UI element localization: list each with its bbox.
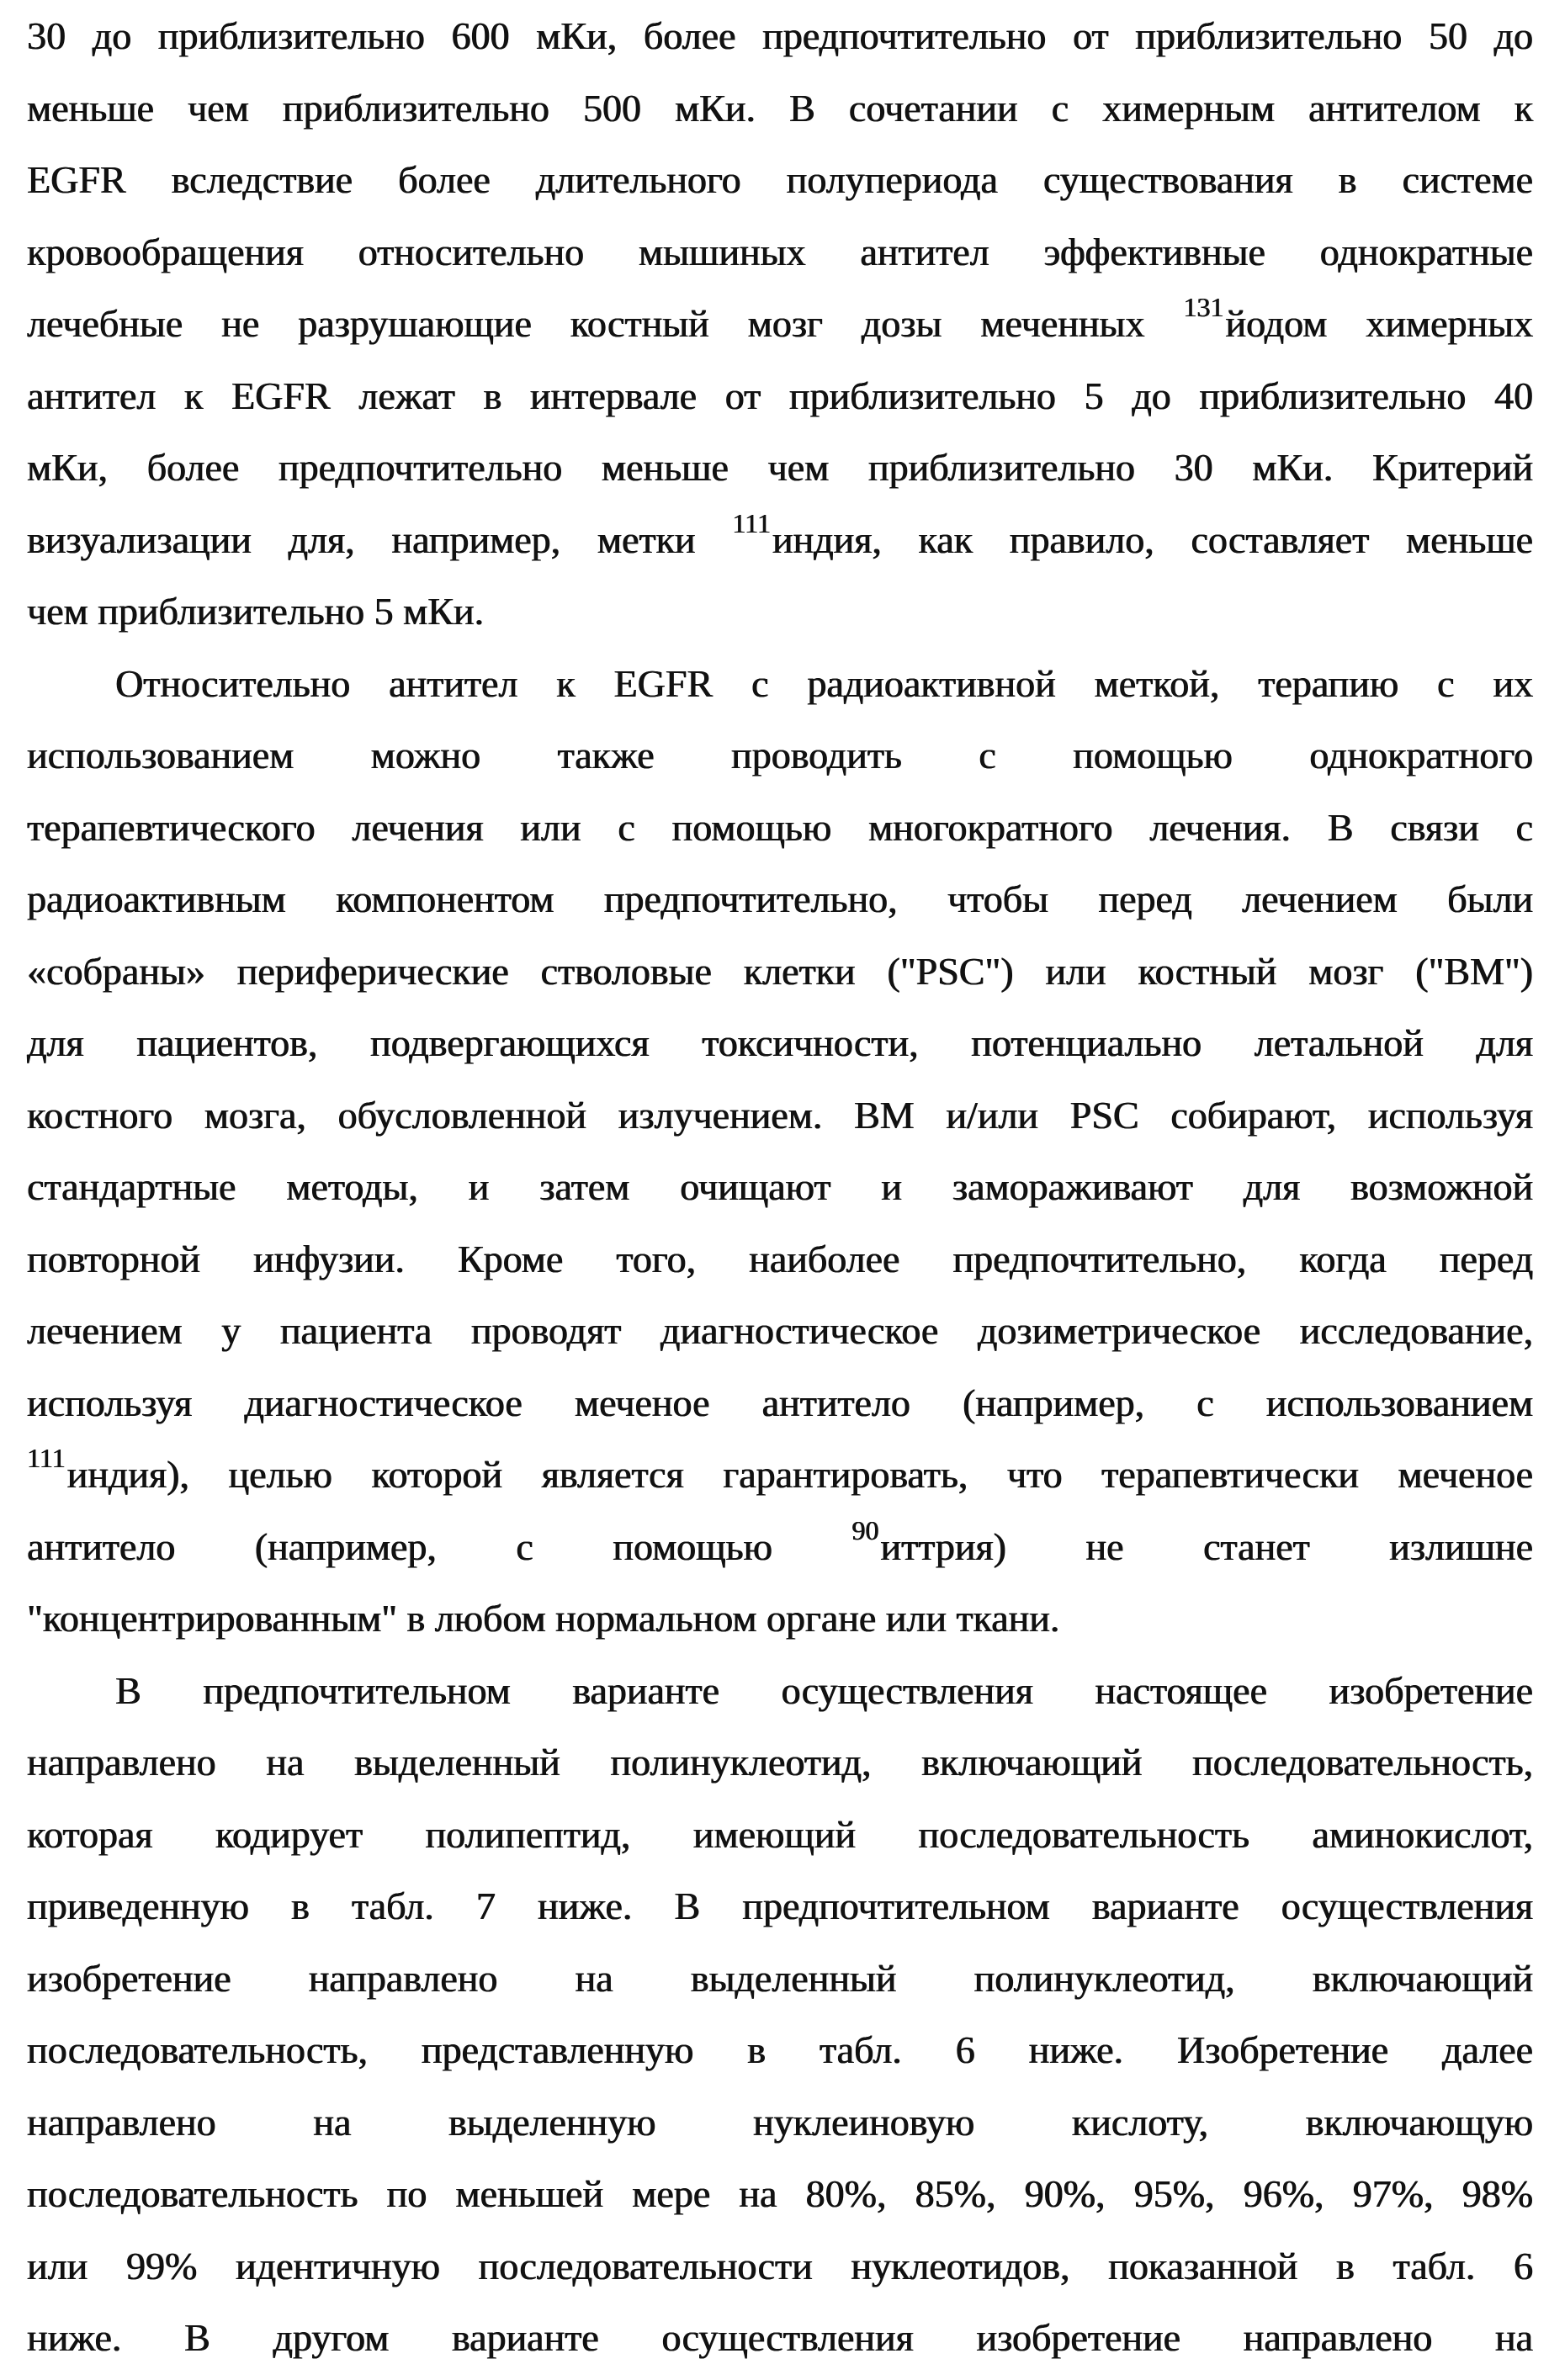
text-segment: антител к EGFR лежат в интервале от приблизительно 5 до приблизительно 40	[27, 374, 1533, 417]
text-line	[27, 792, 1533, 864]
text-line	[27, 1870, 1533, 1943]
text-segment: направлено на выделенный полинуклеотид, включающий последовательность,	[27, 1741, 1533, 1784]
text-segment: или 99% идентичную последовательности нуклеотидов, показанной в табл. 6	[27, 2245, 1533, 2287]
text-line	[27, 1151, 1533, 1223]
text-segment: антитело (например, с помощью	[27, 1525, 851, 1568]
text-line	[27, 648, 1533, 720]
text-line	[27, 1582, 1533, 1655]
text-segment: мКи, более предпочтительно меньше чем приблизительно 30 мКи. Критерий	[27, 446, 1533, 489]
text-segment: визуализации для, например, метки	[27, 518, 732, 561]
paragraph	[27, 0, 1533, 648]
text-line	[27, 216, 1533, 289]
text-segment: "концентрированным" в любом нормальном органе или ткани.	[27, 1597, 1059, 1640]
text-segment: которая кодирует полипептид, имеющий последовательность аминокислот,	[27, 1813, 1533, 1856]
text-segment: меньше чем приблизительно 500 мКи. В сочетании с химерным антителом к	[27, 87, 1533, 130]
text-segment: иттрия) не станет излишне	[880, 1525, 1533, 1568]
text-segment: В предпочтительном варианте осуществления настоящее изобретение	[115, 1669, 1533, 1712]
text-segment: Относительно антител к EGFR с радиоактивной меткой, терапию с их	[115, 662, 1533, 705]
text-line	[27, 2230, 1533, 2303]
text-line	[27, 1223, 1533, 1296]
text-segment: терапевтического лечения или с помощью многократного лечения. В связи с	[27, 806, 1533, 849]
paragraph	[27, 1655, 1533, 2374]
text-line	[27, 2302, 1533, 2374]
text-segment: последовательность по меньшей мере на 80%, 85%, 90%, 95%, 96%, 97%, 98%	[27, 2172, 1533, 2215]
text-line	[27, 72, 1533, 145]
text-line	[27, 863, 1533, 936]
text-line	[27, 288, 1533, 360]
text-segment: повторной инфузии. Кроме того, наиболее предпочтительно, когда перед	[27, 1238, 1533, 1280]
text-segment: направлено на выделенную нуклеиновую кислоту, включающую	[27, 2101, 1533, 2144]
text-line	[27, 2014, 1533, 2086]
text-segment: используя диагностическое меченое антитело (например, с использованием	[27, 1381, 1533, 1424]
text-segment: индия, как правило, составляет меньше	[772, 518, 1533, 561]
text-segment: для пациентов, подвергающихся токсичности, потенциально летальной для	[27, 1021, 1533, 1064]
text-line	[27, 1439, 1533, 1511]
text-line	[27, 1007, 1533, 1079]
text-segment: лечебные не разрушающие костный мозг дозы меченных	[27, 302, 1183, 345]
text-line	[27, 432, 1533, 504]
text-segment: «собраны» периферические стволовые клетки ("PSC") или костный мозг ("BM")	[27, 950, 1533, 993]
text-line	[27, 144, 1533, 216]
text-line	[27, 0, 1533, 72]
text-segment: последовательность, представленную в табл. 6 ниже. Изобретение далее	[27, 2028, 1533, 2071]
text-line	[27, 1655, 1533, 1727]
text-segment: индия), целью которой является гарантировать, что терапевтически меченое	[67, 1453, 1533, 1496]
document-page	[27, 0, 1533, 2374]
text-line	[27, 1726, 1533, 1799]
isotope-superscript: 111	[27, 1443, 66, 1473]
text-segment: изобретение направлено на выделенный полинуклеотид, включающий	[27, 1957, 1533, 2000]
isotope-superscript: 111	[732, 508, 771, 538]
text-line	[27, 504, 1533, 576]
paragraph	[27, 648, 1533, 1655]
text-line	[27, 1511, 1533, 1583]
text-line	[27, 719, 1533, 792]
isotope-superscript: 131	[1183, 292, 1223, 322]
text-line	[27, 1943, 1533, 2015]
isotope-superscript: 90	[851, 1515, 878, 1545]
text-line	[27, 2086, 1533, 2159]
text-segment: кровообращения относительно мышиных антител эффективные однократные	[27, 231, 1533, 273]
text-segment: EGFR вследствие более длительного полупериода существования в системе	[27, 158, 1533, 201]
text-line	[27, 360, 1533, 432]
text-line	[27, 1367, 1533, 1439]
text-segment: йодом химерных	[1225, 302, 1533, 345]
text-segment: стандартные методы, и затем очищают и замораживают для возможной	[27, 1165, 1533, 1208]
text-segment: костного мозга, обусловленной излучением. BM и/или PSC собирают, используя	[27, 1094, 1533, 1137]
text-segment: 30 до приблизительно 600 мКи, более предпочтительно от приблизительно 50 до	[27, 14, 1533, 57]
text-segment: лечением у пациента проводят диагностическое дозиметрическое исследование,	[27, 1309, 1533, 1352]
text-line	[27, 575, 1533, 648]
text-segment: приведенную в табл. 7 ниже. В предпочтительном варианте осуществления	[27, 1884, 1533, 1927]
text-segment: использованием можно также проводить с помощью однократного	[27, 734, 1533, 777]
text-line	[27, 1295, 1533, 1367]
text-line	[27, 936, 1533, 1008]
text-line	[27, 1799, 1533, 1871]
text-segment: радиоактивным компонентом предпочтительно, чтобы перед лечением были	[27, 877, 1533, 920]
text-segment: чем приблизительно 5 мКи.	[27, 590, 484, 633]
text-line	[27, 2158, 1533, 2230]
text-line	[27, 1079, 1533, 1152]
text-segment: ниже. В другом варианте осуществления изобретение направлено на	[27, 2316, 1533, 2359]
